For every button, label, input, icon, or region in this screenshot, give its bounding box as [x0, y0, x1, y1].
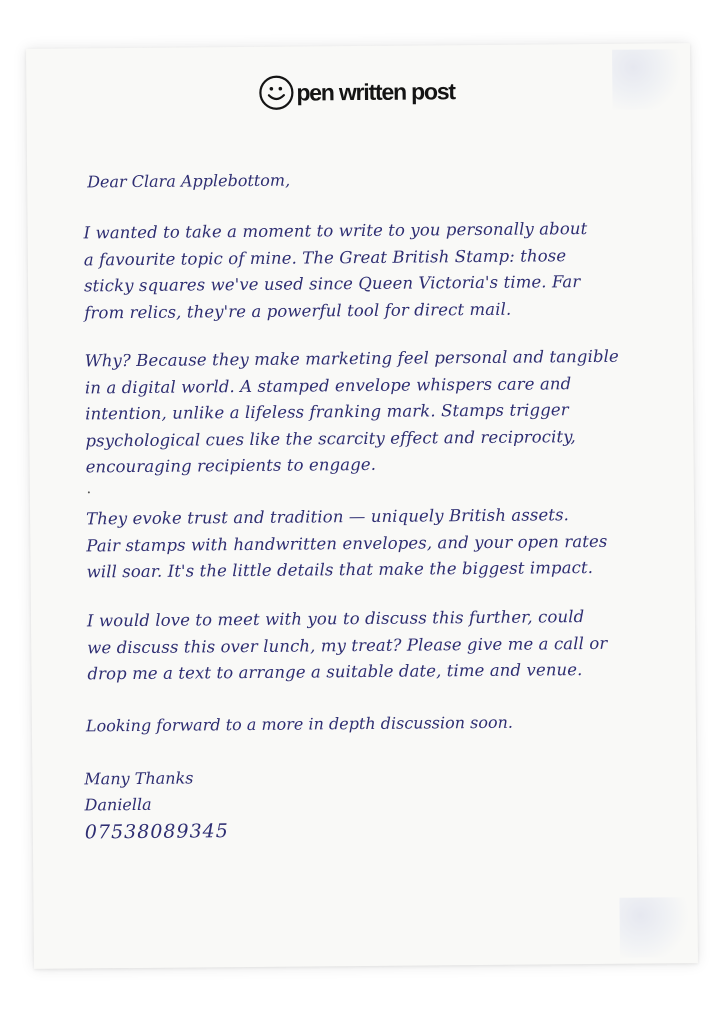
letter-line: sticky squares we've used since Queen Victoria's time. Far — [83, 272, 581, 296]
letter-paper — [26, 43, 698, 969]
letter-line: drop me a text to arrange a suitable date, time and venue. — [87, 660, 583, 684]
letter-line: intention, unlike a lifeless franking mark. Stamps trigger — [85, 400, 569, 424]
smiley-face-icon — [258, 75, 294, 111]
letter-line: we discuss this over lunch, my treat? Please give me a call or — [87, 633, 608, 657]
letter-closing-paragraph: Looking forward to a more in depth discussion soon. — [85, 712, 514, 736]
letter-line: encouraging recipients to engage. — [85, 454, 377, 477]
letter-signature-block — [84, 765, 229, 846]
letter-line: psychological cues like the scarcity effect and reciprocity, — [85, 426, 576, 450]
letter-paragraph — [83, 216, 588, 326]
letter-line: in a digital world. A stamped envelope whispers care and — [84, 373, 572, 397]
brand-logo — [258, 73, 455, 111]
letter-line: Why? Because they make marketing feel personal and tangible — [84, 346, 619, 371]
brand-name: pen written post — [296, 77, 455, 106]
paper-corner-mark — [612, 49, 683, 110]
letter-paragraph — [85, 344, 620, 481]
letter-line: I wanted to take a moment to write to you personally about — [83, 219, 588, 243]
letter-salutation: Dear Clara Applebottom, — [87, 170, 291, 192]
sender-name: Daniella — [84, 794, 152, 815]
letter-paragraph — [87, 604, 608, 688]
ink-speck — [88, 491, 90, 493]
letter-line: They evoke trust and tradition — uniquely British assets. — [86, 505, 570, 529]
letter-line: I would love to meet with you to discuss this further, could — [86, 607, 585, 631]
letter-line: a favourite topic of mine. The Great British Stamp: those — [83, 245, 567, 269]
letter-line: will soar. It's the little details that make the biggest impact. — [86, 557, 594, 582]
signoff: Many Thanks — [84, 768, 194, 789]
sender-phone: 07538089345 — [84, 820, 229, 844]
paper-corner-mark — [619, 897, 690, 958]
letter-paragraph — [86, 502, 608, 586]
letter-line: from relics, they're a powerful tool for direct mail. — [84, 299, 512, 322]
letter-line: Pair stamps with handwritten envelopes, and your open rates — [86, 531, 608, 555]
